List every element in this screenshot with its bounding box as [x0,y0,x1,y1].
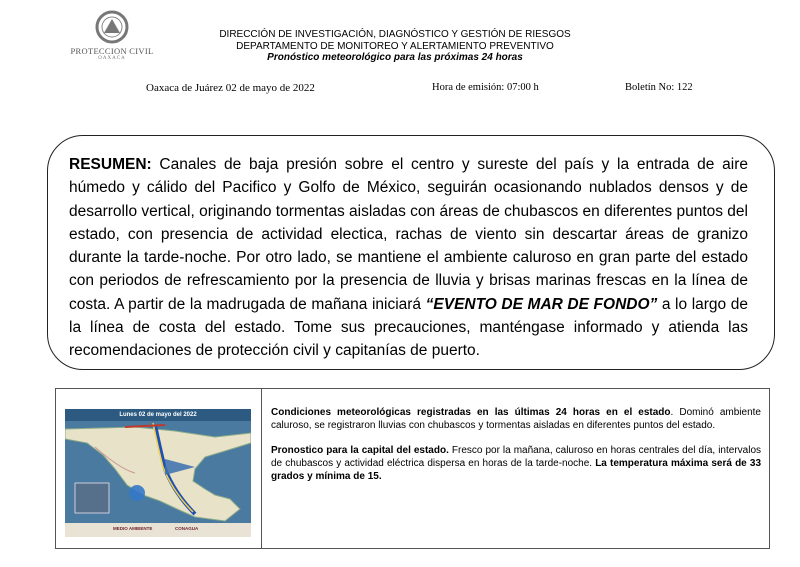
conditions-text: . Dominó ambiente caluroso, se registraron lluvias con chubascos y tormentas aisladas en diferentes puntos del estado. [271,407,761,431]
header-line-1: DIRECCIÓN DE INVESTIGACIÓN, DIAGNÓSTICO Y GESTIÓN DE RIESGOS [219,29,571,40]
forecast-text: Fresco por la mañana, caluroso en horas centrales del día, intervalos de chubascos y actividad eléctrica dispersa en horas de la tarde-noche. [271,445,762,469]
document-header [170,29,620,64]
footer-logo-left: MEDIO AMBIENTE [113,526,153,531]
header-line-3: Pronóstico meteorológico para las próximas 24 horas [267,52,523,63]
bulletin-number: Boletín No: 122 [625,82,693,93]
summary-text-b: a lo largo de la línea de costa del estado. Tome sus precauciones, manténgase informado y atienda las recomendaciones de protección civil y capitanías de puerto. [69,295,748,360]
logo-subtext: OAXACA [98,56,126,61]
forecast-paragraph [271,444,761,483]
summary-text-a: Canales de baja presión sobre el centro y sureste del país y la entrada de aire húmedo y cálido del Pacifico y Golfo de México, seguirán ocasionando nublados densos y de desarrollo vertical, originando tormentas aisladas con áreas de chubascos en diferentes puntos del estado, con presencia de actividad electica, rachas de viento sin descartar áreas de granizo durante la tarde-noche. Por otro lado, se mantiene el ambiente caluroso en gran parte del estado con periodos de refrescamiento por la presencia de lluvia y brisas marinas frescas en la línea de costa. A partir de la madrugada de mañana iniciará [69,156,748,313]
forecast-temperatures: La temperatura máxima será de 33 grados y mínima de 15. [271,458,761,482]
footer-logo-right: CONAGUA [175,526,199,531]
summary-event: “EVENTO DE MAR DE FONDO” [425,295,658,313]
text-cell [262,389,769,548]
conditions-title: Condiciones meteorológicas registradas en las últimas 24 horas en el estado [271,407,671,418]
header-line-2: DEPARTAMENTO DE MONITOREO Y ALERTAMIENTO PREVENTIVO [236,40,554,52]
map-cell [56,389,262,548]
issue-time: Hora de emisión: 07:00 h [432,82,539,93]
protection-civil-logo [62,10,162,70]
weather-map [65,409,251,537]
forecast-table [55,388,770,549]
forecast-title: Pronostico para la capital del estado. [271,445,449,456]
logo-text: PROTECCION CIVIL [70,46,154,56]
city-date: Oaxaca de Juárez 02 de mayo de 2022 [146,82,315,94]
weather-map-graphic [65,409,251,537]
map-title: Lunes 02 de mayo del 2022 [65,409,251,421]
summary-box [47,135,775,370]
summary-label: RESUMEN: [69,156,152,173]
map-footer [65,523,251,537]
civil-protection-emblem-icon [95,10,129,44]
conditions-paragraph [271,406,761,432]
